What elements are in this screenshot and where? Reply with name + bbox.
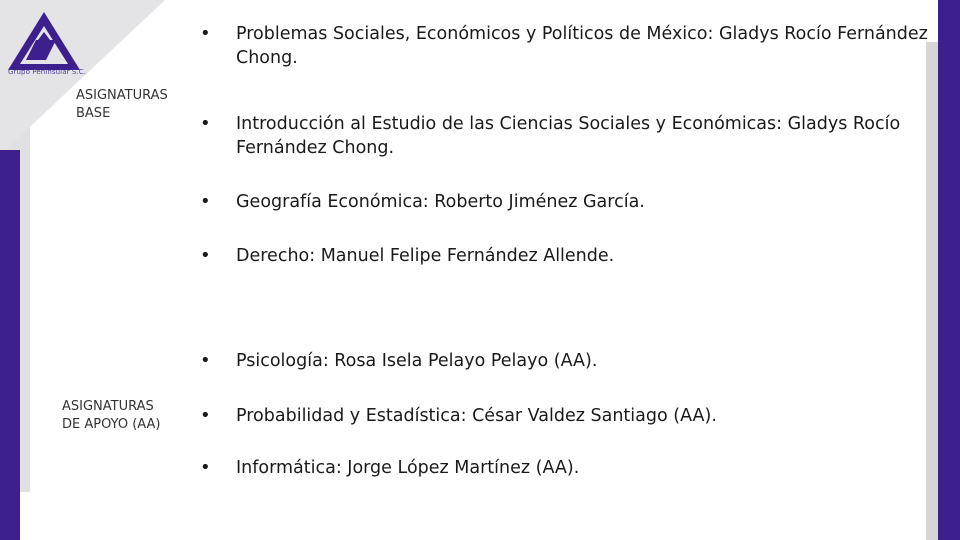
list-item (200, 456, 930, 480)
list-item (200, 22, 930, 70)
list-item (200, 112, 930, 160)
bullet-icon: • (200, 350, 211, 371)
list-item (200, 190, 930, 214)
item-text: Problemas Sociales, Económicos y Políticos de México: Gladys Rocío Fernández Chong. (236, 24, 928, 68)
bullet-icon: • (200, 457, 211, 478)
bullet-icon: • (200, 405, 211, 426)
label-asignaturas-apoyo: ASIGNATURAS DE APOYO (AA) (62, 399, 161, 432)
bullet-icon: • (200, 113, 211, 134)
bullet-icon: • (200, 245, 211, 266)
bullet-icon: • (200, 23, 211, 44)
label-asignaturas-base: ASIGNATURAS BASE (76, 88, 168, 121)
item-text: Probabilidad y Estadística: César Valdez Santiago (AA). (236, 406, 717, 426)
item-text: Informática: Jorge López Martínez (AA). (236, 458, 580, 478)
right-purple-bar (938, 0, 960, 540)
list-item (200, 404, 930, 428)
item-text: Introducción al Estudio de las Ciencias Sociales y Económicas: Gladys Rocío Fernández Chong. (236, 114, 901, 158)
list-item (200, 349, 930, 373)
item-text: Derecho: Manuel Felipe Fernández Allende. (236, 246, 615, 266)
bullet-icon: • (200, 191, 211, 212)
left-purple-bar (0, 150, 20, 540)
logo-caption: Grupo Peninsular S.C. (8, 68, 87, 76)
item-text: Geografía Económica: Roberto Jiménez García. (236, 192, 645, 212)
list-item (200, 244, 930, 268)
item-text: Psicología: Rosa Isela Pelayo Pelayo (AA). (236, 351, 598, 371)
